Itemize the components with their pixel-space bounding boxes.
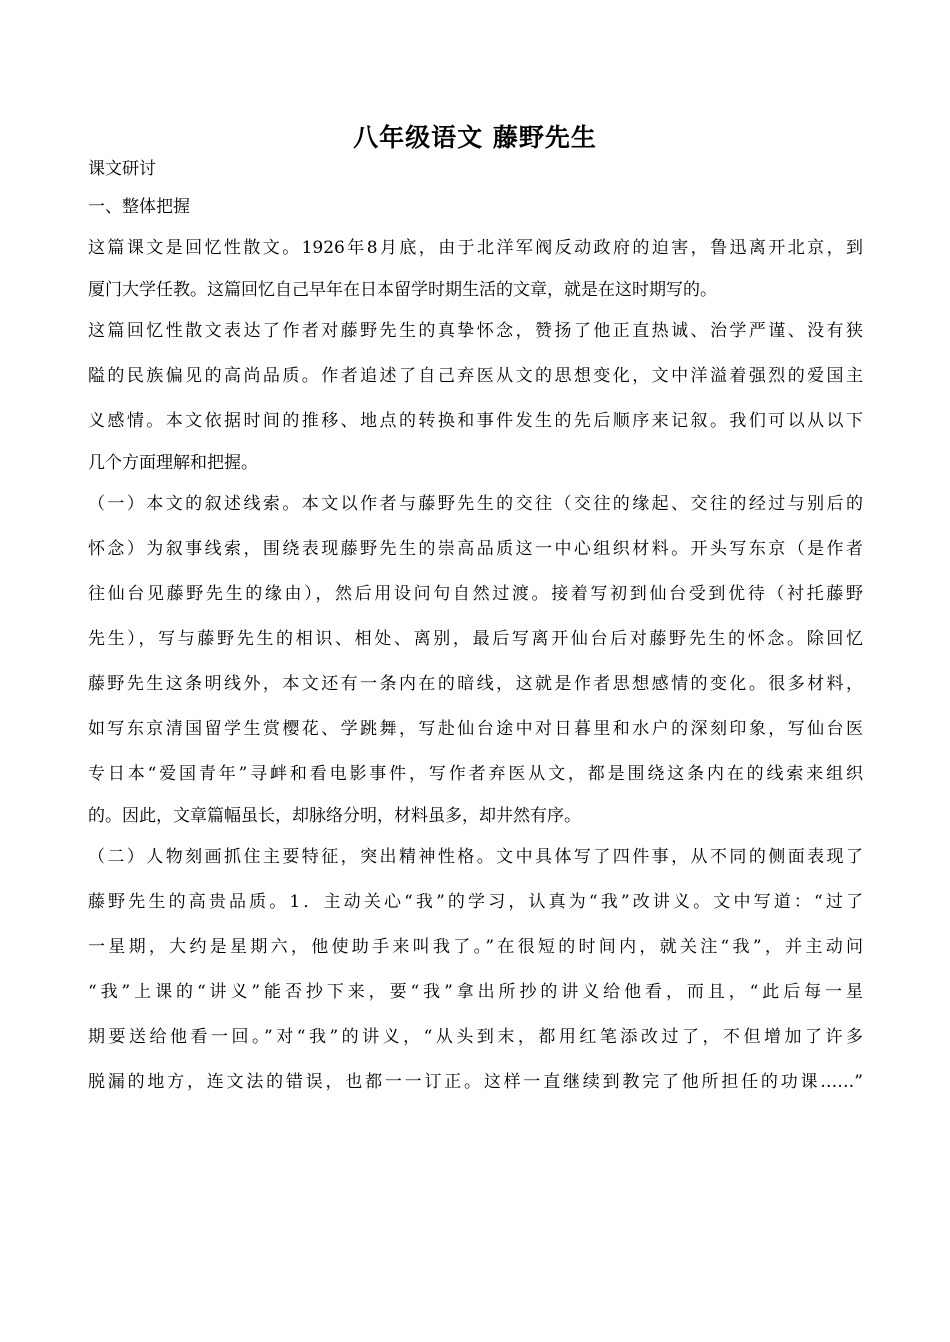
paragraph-line: 专日本“爱国青年”寻衅和看电影事件，写作者弃医从文，都是围绕这条内在的线索来组织 bbox=[88, 764, 863, 784]
paragraph-line: 怀念）为叙事线索，围绕表现藤野先生的崇高品质这一中心组织材料。开头写东京（是作者 bbox=[88, 539, 863, 559]
paragraph-line: 厦门大学任教。这篇回忆自己早年在日本留学时期生活的文章，就是在这时期写的。 bbox=[88, 280, 717, 300]
document-body bbox=[88, 150, 863, 1105]
paragraph-line: “我”上课的“讲义”能否抄下来，要“我”拿出所抄的讲义给他看，而且，“此后每一星 bbox=[88, 982, 863, 1002]
paragraph-line: 藤野先生这条明线外，本文还有一条内在的暗线，这就是作者思想感情的变化。很多材料， bbox=[88, 674, 863, 694]
paragraph-line: 一星期，大约是星期六，他使助手来叫我了。”在很短的时间内，就关注“我”，并主动问 bbox=[88, 937, 863, 957]
paragraph-line: 的。因此，文章篇幅虽长，却脉络分明，材料虽多，却井然有序。 bbox=[88, 806, 581, 826]
paragraph-line: 义感情。本文依据时间的推移、地点的转换和事件发生的先后顺序来记叙。我们可以从以下 bbox=[88, 411, 863, 431]
paragraph-line: （一）本文的叙述线索。本文以作者与藤野先生的交往（交往的缘起、交往的经过与别后的 bbox=[88, 494, 863, 514]
paragraph-line: 隘的民族偏见的高尚品质。作者追述了自己弃医从文的思想变化，文中洋溢着强烈的爱国主 bbox=[88, 366, 863, 386]
paragraph-line: 期要送给他看一回。”对“我”的讲义，“从头到末，都用红笔添改过了，不但增加了许多 bbox=[88, 1027, 863, 1047]
paragraph-line: 往仙台见藤野先生的缘由），然后用设问句自然过渡。接着写初到仙台受到优待（衬托藤野 bbox=[88, 584, 863, 604]
paragraph-line: 这篇回忆性散文表达了作者对藤野先生的真挚怀念，赞扬了他正直热诚、治学严谨、没有狭 bbox=[88, 321, 863, 341]
paragraph-line: 如写东京清国留学生赏樱花、学跳舞，写赴仙台途中对日暮里和水户的深刻印象，写仙台医 bbox=[88, 719, 863, 739]
paragraph-line: 藤野先生的高贵品质。1．主动关心“我”的学习，认真为“我”改讲义。文中写道：“过了 bbox=[88, 892, 863, 912]
paragraph-line: 这篇课文是回忆性散文。1926年8月底，由于北洋军阀反动政府的迫害，鲁迅离开北京，到 bbox=[88, 238, 863, 258]
paragraph-line: 几个方面理解和把握。 bbox=[88, 453, 258, 473]
paragraph-line: 脱漏的地方，连文法的错误，也都一一订正。这样一直继续到教完了他所担任的功课……” bbox=[88, 1072, 863, 1092]
paragraph-line: 先生），写与藤野先生的相识、相处、离别，最后写离开仙台后对藤野先生的怀念。除回忆 bbox=[88, 629, 863, 649]
document-title: 八年级语文 藤野先生 bbox=[353, 123, 597, 152]
paragraph-line: 课文研讨 bbox=[88, 159, 156, 179]
paragraph-line: 一、整体把握 bbox=[88, 197, 190, 217]
paragraph-line: （二）人物刻画抓住主要特征，突出精神性格。文中具体写了四件事，从不同的侧面表现了 bbox=[88, 847, 863, 867]
